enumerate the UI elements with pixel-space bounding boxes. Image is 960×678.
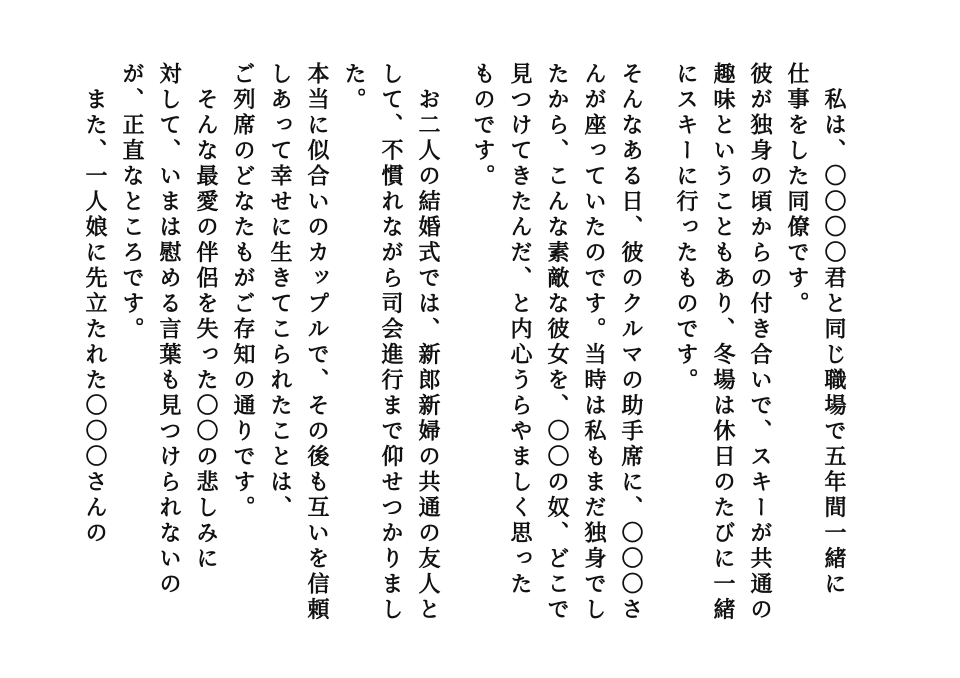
paragraph-gap: [649, 62, 667, 622]
text-column: そんなある日、彼のクルマの助手席に、〇〇〇さ: [618, 62, 644, 623]
text-column: たから、こんな素敵な彼女を、〇〇の奴、どこで: [544, 62, 570, 623]
speech-body: [76, 62, 852, 622]
text-column: お二人の結婚式では、新郎新婦の共通の友人と: [415, 62, 441, 623]
text-column: 仕事をした同僚です。: [784, 62, 810, 317]
text-column: 彼が独身の頃からの付き合いで、スキーが共通の: [747, 62, 773, 623]
text-column: 私は、〇〇〇〇君と同じ職場で五年間一緒に: [821, 62, 847, 598]
text-column: 趣味ということもあり、冬場は休日のたびに一緒: [710, 62, 736, 623]
paragraph-gap: [446, 62, 464, 622]
text-column: にスキーに行ったものです。: [673, 62, 699, 394]
text-column: ご列席のどなたもがご存知の通りです。: [230, 62, 256, 521]
text-column: 対して、いまは慰める言葉も見つけられないの: [156, 62, 182, 598]
text-column: また、一人娘に先立たれた〇〇〇さんの: [82, 62, 108, 547]
text-column: そんな最愛の伴侶を失った〇〇の悲しみに: [193, 62, 219, 572]
text-column: 見つけてきたんだ、と内心うらやましく思った: [507, 62, 533, 598]
text-column: して、不慣れながら司会進行まで仰せつかりまし: [378, 62, 404, 623]
text-column: が、正直なところです。: [119, 62, 145, 343]
text-column: た。: [341, 62, 367, 113]
text-column: 本当に似合いのカップルで、その後も互いを信頼: [304, 62, 330, 623]
text-column: しあって幸せに生きてこられたことは、: [267, 62, 293, 521]
text-column: んが座っていたのです。当時は私もまだ独身でし: [581, 62, 607, 623]
text-column: ものです。: [470, 62, 496, 190]
